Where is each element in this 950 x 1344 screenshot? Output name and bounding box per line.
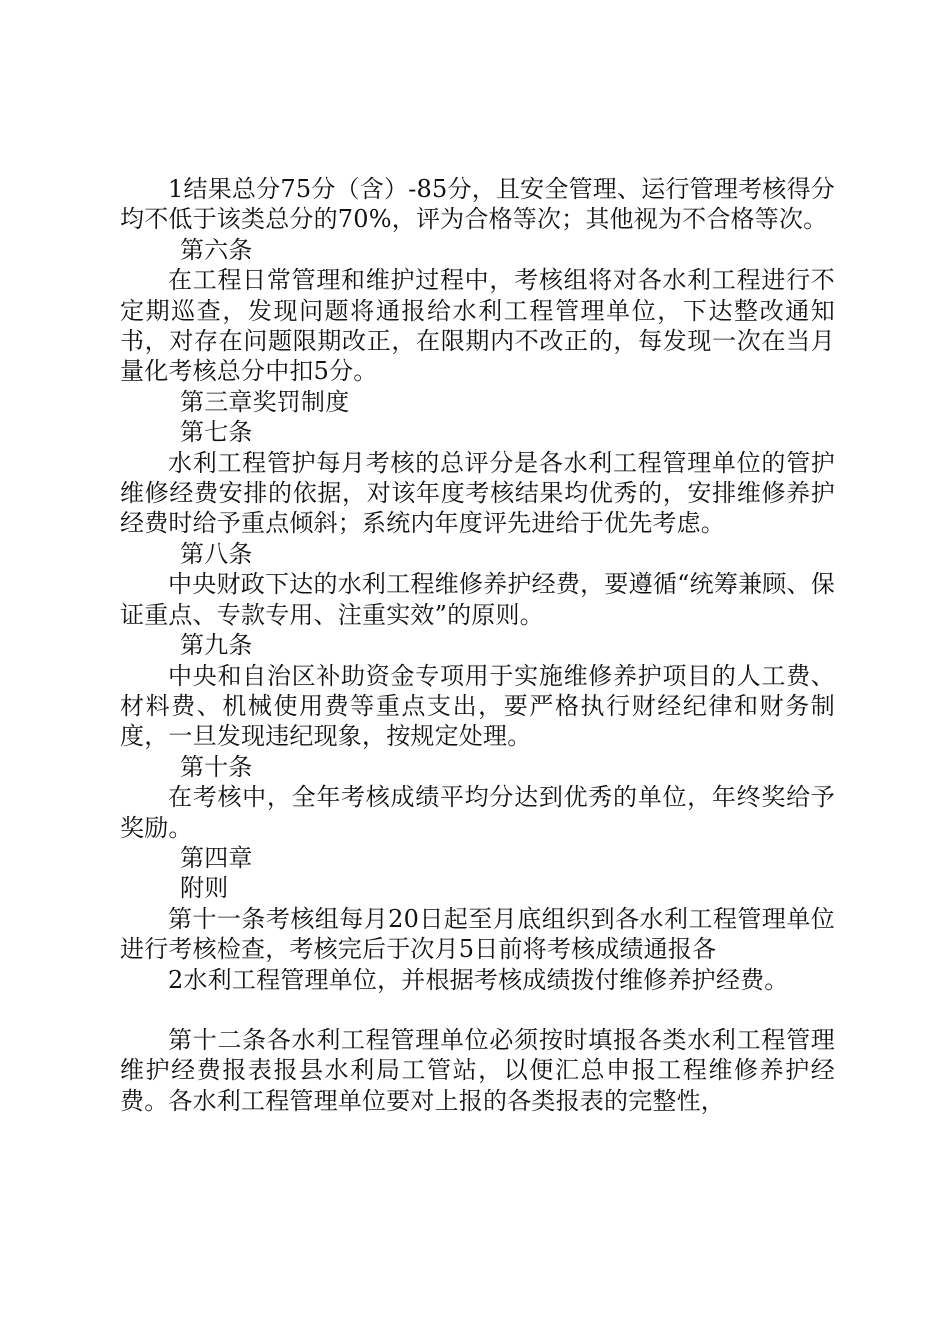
article-heading-6: 第六条 xyxy=(180,235,253,264)
paragraph-article-12: 第十二条各水利工程管理单位必须按时填报各类水利工程管理维护经费报表报县水利局工管站，以便汇总申报工程维修养护经费。各水利工程管理单位要对上报的各类报表的完整性， xyxy=(120,1025,835,1115)
article-heading-7: 第七条 xyxy=(180,418,253,447)
paragraph-gap xyxy=(120,995,835,1025)
article-heading-10: 第十条 xyxy=(180,752,253,781)
paragraph-article-11-continued: 2水利工程管理单位，并根据考核成绩拨付维修养护经费。 xyxy=(168,965,789,994)
chapter-heading-3: 第三章奖罚制度 xyxy=(180,387,350,416)
article-heading-8: 第八条 xyxy=(180,539,253,568)
paragraph-article-11: 第十一条考核组每月20日起至月底组织到各水利工程管理单位进行考核检查，考核完后于次月5日前将考核成绩通报各 xyxy=(120,904,835,964)
chapter-heading-4: 第四章 xyxy=(180,843,253,872)
paragraph-funding-principles: 中央财政下达的水利工程维修养护经费，要遵循“统筹兼顾、保证重点、专款专用、注重实效”的原则。 xyxy=(120,570,835,629)
paragraph-subsidy-usage: 中央和自治区补助资金专项用于实施维修养护项目的人工费、材料费、机械使用费等重点支出，要严格执行财经纪律和财务制度，一旦发现违纪现象，按规定处理。 xyxy=(120,661,835,751)
paragraph-evaluation-basis: 水利工程管护每月考核的总评分是各水利工程管理单位的管护维修经费安排的依据，对该年度考核结果均优秀的，安排维修养护经费时给予重点倾斜；系统内年度评先进给于优先考虑。 xyxy=(120,448,835,538)
document-body xyxy=(120,174,835,1116)
article-heading-9: 第九条 xyxy=(180,631,253,660)
paragraph-annual-reward: 在考核中，全年考核成绩平均分达到优秀的单位，年终奖给予奖励。 xyxy=(120,783,835,842)
section-heading-appendix: 附则 xyxy=(180,874,229,903)
paragraph-inspection: 在工程日常管理和维护过程中，考核组将对各水利工程进行不定期巡查，发现问题将通报给水利工程管理单位，下达整改通知书，对存在问题限期改正，在限期内不改正的，每发现一次在当月量化考核总分中扣5分。 xyxy=(120,266,835,386)
paragraph-grading-criteria: 1结果总分75分（含）-85分，且安全管理、运行管理考核得分均不低于该类总分的70%，评为合格等次；其他视为不合格等次。 xyxy=(120,175,835,234)
